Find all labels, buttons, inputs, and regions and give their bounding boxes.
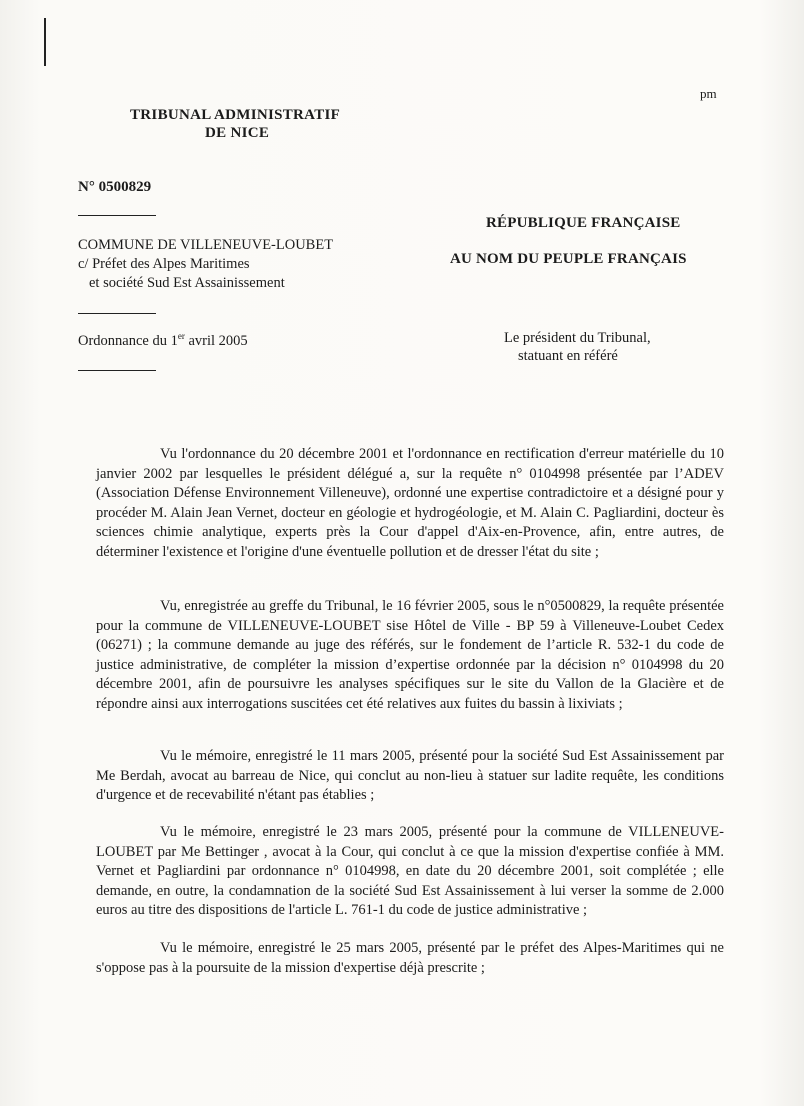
ordonnance-sup: er: [177, 331, 185, 341]
case-number: N° 0500829: [78, 179, 152, 195]
separator-rule-1: [78, 215, 156, 216]
ordonnance-date: [78, 331, 248, 350]
separator-rule-2: [78, 313, 156, 314]
tribunal-line-2: DE NICE: [205, 125, 270, 141]
party-line-3: et société Sud Est Assainissement: [89, 275, 285, 291]
party-line-1: COMMUNE DE VILLENEUVE-LOUBET: [78, 237, 334, 253]
separator-rule-3: [78, 370, 156, 371]
paragraph-2: [96, 597, 724, 714]
ordonnance-prefix: Ordonnance du 1: [78, 332, 178, 349]
president-line-2: statuant en référé: [518, 348, 618, 364]
president-block: [504, 329, 651, 365]
paragraph-5-text: Vu le mémoire, enregistré le 25 mars 2005, présenté par le préfet des Alpes-Maritimes qui ne s'oppose pas à la poursuite de la mission d'expertise déjà prescrite ;: [96, 940, 724, 976]
parties-block: [78, 236, 333, 293]
margin-pen-mark: [44, 18, 46, 66]
tribunal-line-1: TRIBUNAL ADMINISTRATIF: [130, 107, 341, 123]
pm-annotation: pm: [700, 86, 717, 101]
paragraph-4: [96, 823, 724, 921]
paragraph-3: [96, 747, 724, 806]
paragraph-1: [96, 445, 724, 562]
paragraph-3-text: Vu le mémoire, enregistré le 11 mars 2005, présenté pour la société Sud Est Assainissement par Me Berdah, avocat au barreau de Nice, qui conclut au non-lieu à statuer sur ladite requête, les conditions d'urgence et de recevabilité n'étant pas établies ;: [96, 748, 724, 803]
republique-heading: RÉPUBLIQUE FRANÇAISE: [486, 215, 681, 231]
president-line-1: Le président du Tribunal,: [504, 330, 651, 346]
tribunal-name: [130, 106, 340, 142]
paragraph-1-text: Vu l'ordonnance du 20 décembre 2001 et l'ordonnance en rectification d'erreur matérielle du 10 janvier 2002 par lesquelles le président délégué a, sur la requête n° 0104998 présentée par l’ADEV (Association Défense Environnement Villeneuve), ordonné une expertise contradictoire et a désigné pour y procéder M. Alain Jean Vernet, docteur en géologie et hydrogéologie, et M. Alain C. Pagliardini, docteur ès sciences chimie analytique, experts près la Cour d'appel d'Aix-en-Provence, afin, entre autres, de déterminer l'existence et l'origine d'une éventuelle pollution et de dresser l'état du site ;: [96, 446, 724, 560]
peuple-heading: AU NOM DU PEUPLE FRANÇAIS: [450, 251, 687, 267]
paragraph-2-text: Vu, enregistrée au greffe du Tribunal, le 16 février 2005, sous le n°0500829, la requête présentée pour la commune de VILLENEUVE-LOUBET sise Hôtel de Ville - BP 59 à Villeneuve-Loubet Cedex (06271) ; la commune demande au juge des référés, sur le fondement de l’article R. 532-1 du code de justice administrative, de compléter la mission d’expertise ordonnée par la décision n° 0104998 du 20 décembre 2001, afin de poursuivre les analyses spécifiques sur le site du Vallon de la Glacière et de répondre ainsi aux interrogations suscitées cet été relatives aux fuites du bassin à lixiviats ;: [96, 598, 724, 712]
party-line-2: c/ Préfet des Alpes Maritimes: [78, 256, 250, 272]
ordonnance-suffix: avril 2005: [184, 332, 248, 349]
paragraph-5: [96, 939, 724, 978]
paragraph-4-text: Vu le mémoire, enregistré le 23 mars 2005, présenté pour la commune de VILLENEUVE-LOUBET par Me Bettinger , avocat à la Cour, qui conclut à ce que la mission d'expertise confiée à MM. Vernet et Pagliardini par ordonnance n° 0104998, en date du 20 décembre 2001, soit complétée ; elle demande, en outre, la condamnation de la société Sud Est Assainissement à lui verser la somme de 2.000 euros au titre des dispositions de l'article L. 761-1 du code de justice administrative ;: [96, 824, 724, 918]
